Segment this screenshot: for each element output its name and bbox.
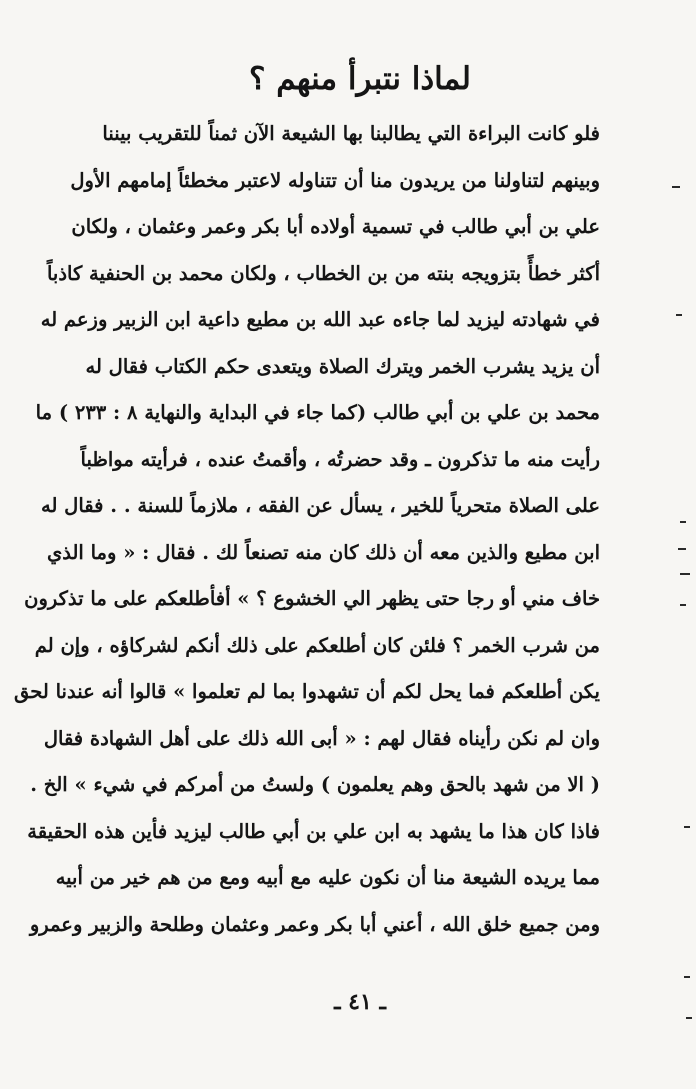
text-line: أن يزيد يشرب الخمر ويترك الصلاة ويتعدى حكم الكتاب فقال له [85,354,600,378]
text-line: ومن جميع خلق الله ، أعني أبا بكر وعمر وعثمان وطلحة والزبير وعمرو [29,912,600,936]
edge-mark [686,1017,692,1019]
text-line: وبينهم لتناولنا من يريدون منا أن تتناوله لاعتبر مخطئاً إمامهم الأول [70,168,600,192]
page-title: لماذا نتبرأ منهم ؟ [249,61,471,97]
text-line: رأيت منه ما تذكرون ـ وقد حضرتُه ، وأقمتُ عنده ، فرأيته مواظباً [80,447,600,471]
text-line: أكثر خطأً بتزويجه بنته من بن الخطاب ، ولكان محمد بن الحنفية كاذباً [46,261,600,285]
body-text [14,111,600,948]
edge-mark [680,521,686,523]
edge-mark [680,604,686,606]
page-number: ـ ٤١ ـ [334,989,386,1015]
text-line: من شرب الخمر ؟ فلئن كان أطلعكم على ذلك أنكم لشركاؤه ، وإن لم [34,633,600,657]
edge-mark [680,573,690,575]
edge-mark [684,826,690,828]
text-line: ابن مطيع والذين معه أن ذلك كان منه تصنعاً لك . فقال : « وما الذي [46,540,600,564]
text-line: وان لم نكن رأيناه فقال لهم : « أبى الله ذلك على أهل الشهادة فقال [43,726,600,750]
text-line: في شهادته ليزيد لما جاءه عبد الله بن مطيع داعية ابن الزبير وزعم له [40,308,600,331]
text-line: يكن أطلعكم فما يحل لكم أن تشهدوا بما لم تعلموا » قالوا أنه عندنا لحق [14,680,600,703]
edge-mark [672,186,680,188]
text-line: ( الا من شهد بالحق وهم يعلمون ) ولستُ من أمركم في شيء » الخ . [30,773,600,796]
edge-mark [684,976,690,978]
text-line: محمد بن علي بن أبي طالب (كما جاء في البداية والنهاية ٨ : ٢٣٣ ) ما [35,401,600,424]
text-line: على الصلاة متحرياً للخير ، يسأل عن الفقه ، ملازماً للسنة . . فقال له [40,494,600,517]
edge-mark [678,548,686,550]
text-line: مما يريده الشيعة منا أن نكون عليه مع أبيه ومع من هم خير من أبيه [55,866,600,889]
text-line: فلو كانت البراءة التي يطالبنا بها الشيعة الآن ثمناً للتقريب بيننا [102,122,600,145]
text-line: فاذا كان هذا ما يشهد به ابن علي بن أبي طالب ليزيد فأين هذه الحقيقة [27,819,600,843]
text-line: علي بن أبي طالب في تسمية أولاده أبا بكر وعمر وعثمان ، ولكان [71,215,600,238]
edge-mark [676,314,682,316]
text-line: خاف مني أو رجا حتى يظهر الي الخشوع ؟ » أفأطلعكم على ما تذكرون [24,587,600,610]
